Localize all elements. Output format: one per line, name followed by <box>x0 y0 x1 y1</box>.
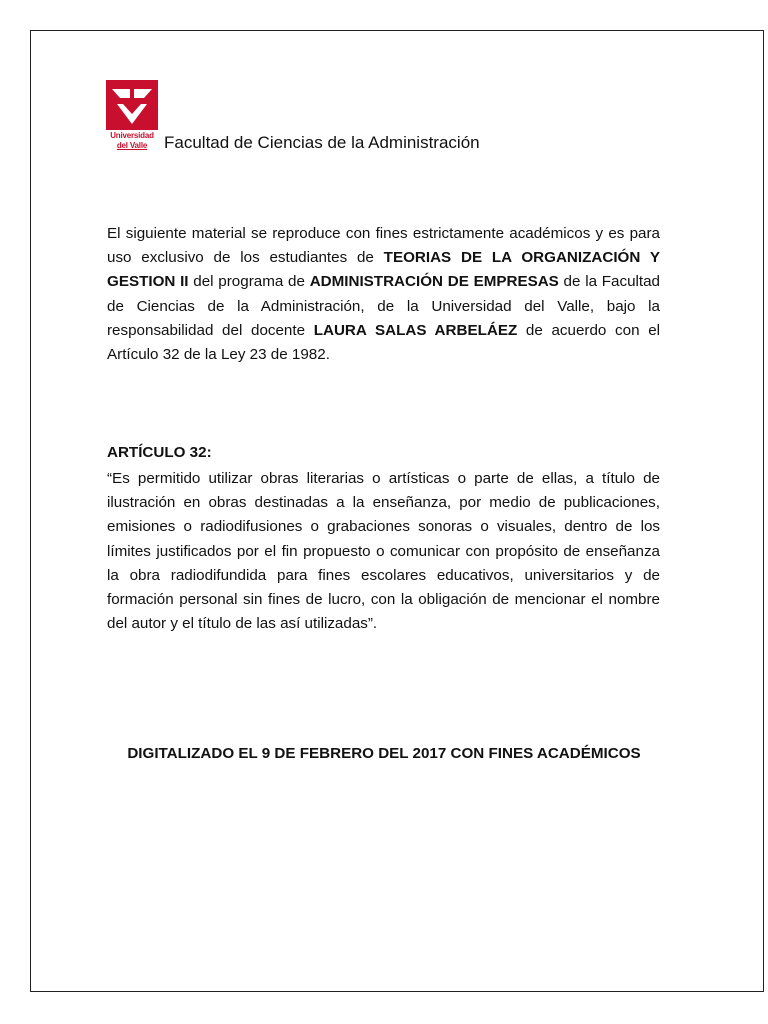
logo-mark-icon <box>106 80 158 130</box>
intro-paragraph <box>107 222 660 367</box>
course-name: TEORIAS DE LA ORGANIZACIÓN Y GESTION II <box>107 249 660 291</box>
program-name: ADMINISTRACIÓN DE EMPRESAS <box>309 273 559 291</box>
intro-text-2: del programa de <box>188 273 310 291</box>
logo-text-universidad: Universidad <box>110 131 154 140</box>
document-header <box>106 80 480 156</box>
intro-text-1: El siguiente material se reproduce con fines estrictamente académicos y es para uso exclusivo de los estudiantes de <box>107 225 660 267</box>
intro-text-4: de acuerdo con el Artículo 32 de la Ley 23 de 1982. <box>107 321 661 364</box>
digitization-note: DIGITALIZADO EL 9 DE FEBRERO DEL 2017 CON FINES ACADÉMICOS <box>127 745 641 762</box>
article-text: “Es permitido utilizar obras literarias o artísticas o parte de ellas, a título de ilustración en obras destinadas a la enseñanza, por medio de publicaciones, emisiones o radiodifusiones o grabaciones sonoras o visuales, dentro de los límites justificados por el fin propuesto o comunicar con propósito de enseñanza la obra radiodifundida para fines escolares educativos, universitarios y de formación personal sin fines de lucro, con la obligación de mencionar el nombre del autor y el título de las así utilizadas”. <box>107 470 660 633</box>
teacher-name: LAURA SALAS ARBELÁEZ <box>313 321 518 339</box>
intro-text-3: de la Facultad de Ciencias de la Administración, de la Universidad del Valle, bajo la responsabilidad del docente <box>107 273 661 339</box>
faculty-name: Facultad de Ciencias de la Administración <box>164 133 480 152</box>
logo-text-del-valle: del Valle <box>116 141 148 150</box>
article-title: ARTÍCULO 32: <box>107 444 212 461</box>
universidad-del-valle-logo <box>106 80 158 156</box>
